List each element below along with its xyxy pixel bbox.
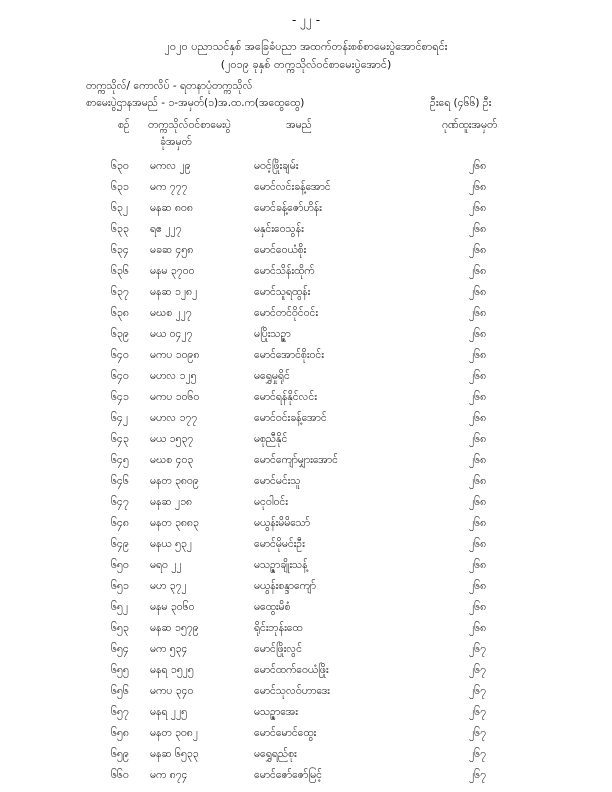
table-row bbox=[0, 748, 612, 769]
table-row bbox=[0, 727, 612, 748]
marks: ၂၆၈ bbox=[469, 517, 487, 529]
marks: ၂၆၈ bbox=[469, 622, 487, 634]
exam-seat-number: မနမ ၃၀၆၀ bbox=[150, 601, 195, 613]
exam-seat-number: မက ၇၇၇ bbox=[150, 181, 188, 193]
column-header-number: စဉ် bbox=[118, 119, 130, 131]
university-line: တက္ကသိုလ်/ ကောလိပ် - ရတနာပုံတက္ကသိုလ် bbox=[86, 80, 253, 92]
student-name: မောင်ဇော်ဇော်မြင့် bbox=[254, 769, 322, 781]
row-number: ၆၄၃ bbox=[111, 433, 129, 445]
row-number: ၆၄၀ bbox=[111, 349, 129, 361]
row-number: ၆၅၄ bbox=[111, 643, 129, 655]
row-number: ၆၅၅ bbox=[111, 664, 129, 676]
marks: ၂၆၇ bbox=[469, 643, 486, 655]
row-number: ၆၄၅ bbox=[111, 454, 129, 466]
marks: ၂၆၈ bbox=[469, 454, 487, 466]
table-row bbox=[0, 244, 612, 265]
document-subtitle: (၂၀၁၉ ခုနှစ် တက္ကသိုလ်ဝင်စာမေးပွဲအောင်) bbox=[220, 58, 392, 71]
row-number: ၆၄၈ bbox=[111, 517, 129, 529]
column-header-exam: တက္ကသိုလ်ဝင်စာမေးပွဲ bbox=[148, 119, 231, 131]
marks: ၂၆၈ bbox=[469, 496, 487, 508]
marks: ၂၆၈ bbox=[469, 412, 487, 424]
results-table bbox=[0, 160, 612, 790]
row-number: ၆၅၃ bbox=[111, 622, 129, 634]
table-row bbox=[0, 349, 612, 370]
exam-seat-number: မဟ ၃၇၂ bbox=[150, 580, 187, 592]
student-name: မောင်မောင်ထွေး bbox=[254, 727, 317, 739]
table-row bbox=[0, 664, 612, 685]
exam-seat-number: မနမ ၃၇၀၀ bbox=[150, 265, 195, 277]
row-number: ၆၄၇ bbox=[111, 496, 129, 508]
table-row bbox=[0, 412, 612, 433]
table-row bbox=[0, 370, 612, 391]
exam-seat-number: မနရ ၂၂၅ bbox=[150, 706, 188, 718]
marks: ၂၆၇ bbox=[469, 748, 486, 760]
student-name: မောင်အောင်စိုးဝင်း bbox=[254, 349, 324, 361]
table-row bbox=[0, 706, 612, 727]
exam-seat-number: မကပ ၁၀၉၈ bbox=[150, 349, 200, 361]
marks: ၂၆၈ bbox=[469, 391, 487, 403]
student-name: မနှင်းဝေသွန်း bbox=[254, 223, 304, 235]
row-number: ၆၄၀ bbox=[111, 370, 129, 382]
student-name: မောင်သိန်းထိုက် bbox=[254, 265, 315, 277]
student-name: မောင်ဝေယံစိုး bbox=[254, 244, 307, 256]
row-number: ၆၄၉ bbox=[111, 538, 129, 550]
marks: ၂၆၇ bbox=[469, 685, 486, 697]
row-number: ၆၃၉ bbox=[111, 328, 129, 340]
table-row bbox=[0, 475, 612, 496]
table-row bbox=[0, 685, 612, 706]
exam-seat-number: မက ၈၇၄ bbox=[150, 769, 188, 781]
marks: ၂၆၈ bbox=[469, 475, 487, 487]
row-number: ၆၅၁ bbox=[111, 580, 129, 592]
marks: ၂၆၇ bbox=[469, 706, 486, 718]
student-name: မထွေးမိစံ bbox=[254, 601, 291, 613]
table-row bbox=[0, 433, 612, 454]
student-name: မောင်သုလဝ်ဟာဒေး bbox=[254, 685, 330, 697]
exam-seat-number: မနယ ၅၃၂ bbox=[150, 538, 192, 550]
row-number: ၆၄၂ bbox=[111, 412, 128, 424]
marks: ၂၆၈ bbox=[469, 223, 487, 235]
student-name: မောင်ဖြိုးလွင် bbox=[254, 643, 302, 655]
row-number: ၆၃၄ bbox=[111, 244, 129, 256]
column-header-marks: ဂုဏ်ထူးအမှတ် bbox=[442, 119, 498, 131]
row-number: ၆၃၀ bbox=[111, 160, 129, 172]
student-name: မငုဝါဝင်း bbox=[254, 496, 288, 508]
table-row bbox=[0, 202, 612, 223]
exam-seat-number: ရဧ ၂၂၇ bbox=[150, 223, 182, 235]
exam-seat-number: မနတ ၃၈၈၃ bbox=[150, 517, 199, 529]
table-row bbox=[0, 559, 612, 580]
marks: ၂၆၇ bbox=[469, 664, 486, 676]
exam-seat-number: မနဆ ၁၂၈၂ bbox=[150, 286, 198, 298]
row-number: ၆၆၀ bbox=[111, 769, 129, 781]
student-name: မောင်ရန်နိုင်လင်း bbox=[254, 391, 317, 403]
student-name: မရွှေမှုရိုင် bbox=[254, 370, 290, 382]
row-number: ၆၃၁ bbox=[111, 181, 129, 193]
table-row bbox=[0, 160, 612, 181]
exam-seat-number: မဟလ ၁၂၅ bbox=[150, 370, 197, 382]
exam-seat-number: မခဆ ၄၅၈ bbox=[150, 244, 194, 256]
marks: ၂၆၈ bbox=[469, 286, 487, 298]
student-name: မောင်သူရထွန်း bbox=[254, 286, 311, 298]
marks: ၂၆၈ bbox=[469, 370, 487, 382]
marks: ၂၆၈ bbox=[469, 160, 487, 172]
exam-center-line: စာမေးပွဲဌာနအမည် - ၁-အမှတ်(၁)အ.ထ.က(အထွေထွေ) bbox=[86, 97, 305, 109]
exam-seat-number: မဟလ ၁၇၇ bbox=[150, 412, 198, 424]
student-name: မပြိုးသဥ္ဇာ bbox=[254, 328, 291, 340]
student-name: မောင်မင်းသူ bbox=[254, 475, 301, 487]
table-row bbox=[0, 223, 612, 244]
exam-seat-number: မက ၅၃၄ bbox=[150, 643, 188, 655]
exam-seat-number: မယ ၀၄၂၇ bbox=[150, 328, 193, 340]
exam-seat-number: မနရ ၁၅၂၅ bbox=[150, 664, 194, 676]
row-number: ၆၄၆ bbox=[111, 475, 129, 487]
row-number: ၆၅၀ bbox=[111, 559, 129, 571]
marks: ၂၆၈ bbox=[469, 328, 487, 340]
exam-seat-number: မနတ ၃၈၀၉ bbox=[150, 475, 199, 487]
marks: ၂၆၈ bbox=[469, 307, 487, 319]
table-row bbox=[0, 517, 612, 538]
student-name: မဝင့်ဖြိုးချမ်း bbox=[254, 160, 299, 172]
table-row bbox=[0, 307, 612, 328]
marks: ၂၆၈ bbox=[469, 433, 487, 445]
student-name: မစုညီနိုင် bbox=[254, 433, 288, 445]
table-row bbox=[0, 496, 612, 517]
exam-seat-number: မနတ ၃၀၈၂ bbox=[150, 727, 198, 739]
page-number: - ၂၂ - bbox=[291, 13, 321, 27]
row-number: ၆၃၆ bbox=[111, 265, 129, 277]
exam-seat-number: မကလ ၂၉ bbox=[150, 160, 191, 172]
row-number: ၆၅၆ bbox=[111, 685, 129, 697]
student-name: မောင်လင်းခန့်အောင် bbox=[254, 181, 331, 193]
row-number: ၆၃၇ bbox=[111, 286, 129, 298]
table-row bbox=[0, 391, 612, 412]
exam-seat-number: မဃစ ၂၂၇ bbox=[150, 307, 192, 319]
table-row bbox=[0, 265, 612, 286]
student-name: မောင်ကျော်မျှားအောင် bbox=[254, 454, 338, 466]
marks: ၂၆၈ bbox=[469, 244, 487, 256]
student-name: မောင်ဝင်းခန့်အောင် bbox=[254, 412, 327, 424]
exam-seat-number: မဃစ ၄၀၃ bbox=[150, 454, 194, 466]
exam-seat-number: မနဆ ၆၅၃၃ bbox=[150, 748, 199, 760]
exam-seat-number: မနဆ ၈၀၈ bbox=[150, 202, 193, 214]
marks: ၂၆၈ bbox=[469, 202, 487, 214]
table-row bbox=[0, 181, 612, 202]
exam-seat-number: မကပ ၁၀၆၀ bbox=[150, 391, 200, 403]
marks: ၂၆၇ bbox=[469, 727, 486, 739]
student-name: မသဥ္ဇာချိုးသန့် bbox=[254, 559, 308, 571]
row-number: ၆၃၈ bbox=[111, 307, 129, 319]
marks: ၂၆၈ bbox=[469, 538, 487, 550]
row-number: ၆၅၉ bbox=[111, 748, 129, 760]
exam-seat-number: မရဝ ၂၂ bbox=[150, 559, 182, 571]
student-name: မောင်တင်ဝိုင်ဝင်း bbox=[254, 307, 318, 319]
marks: ၂၆၈ bbox=[469, 601, 487, 613]
exam-seat-number: မနဆ ၁၅၇၉ bbox=[150, 622, 199, 634]
student-name: မောင်ထက်ဝေယံဖြိုး bbox=[254, 664, 329, 676]
marks: ၂၆၈ bbox=[469, 265, 487, 277]
marks: ၂၆၈ bbox=[469, 580, 487, 592]
row-number: ၆၄၁ bbox=[111, 391, 129, 403]
student-name: မယွန်းမိမိသော် bbox=[254, 517, 311, 529]
row-number: ၆၅၈ bbox=[111, 727, 129, 739]
column-header-name: အမည် bbox=[286, 119, 312, 131]
row-number: ၆၅၂ bbox=[111, 601, 128, 613]
document-title: ၂၀၂၀ ပညာသင်နှစ် အခြေခံပညာ အထက်တန်းစစ်စာမေးပွဲအောင်စာရင်း bbox=[164, 40, 448, 53]
student-name: မောင်ခန့်ဇော်ဟိန်း bbox=[254, 202, 322, 214]
column-header-exam-sub: ခုံအမှတ် bbox=[160, 136, 192, 148]
table-row bbox=[0, 286, 612, 307]
student-name: မောင်မိုမင်းဦး bbox=[254, 538, 305, 550]
table-row bbox=[0, 769, 612, 790]
marks: ၂၆၈ bbox=[469, 349, 487, 361]
table-row bbox=[0, 643, 612, 664]
student-name: မယွန်းစန္ဒာကျော် bbox=[254, 580, 316, 592]
row-number: ၆၅၇ bbox=[111, 706, 129, 718]
table-row bbox=[0, 328, 612, 349]
exam-seat-number: မကပ ၃၄၀ bbox=[150, 685, 194, 697]
row-number: ၆၃၃ bbox=[111, 223, 129, 235]
student-name: ရိုင်းဘုန်းထေ bbox=[254, 622, 303, 634]
student-name: မရွှေရည်စုး bbox=[254, 748, 297, 760]
table-row bbox=[0, 622, 612, 643]
table-row bbox=[0, 538, 612, 559]
table-row bbox=[0, 454, 612, 475]
marks: ၂၆၈ bbox=[469, 559, 487, 571]
marks: ၂၆၇ bbox=[469, 769, 486, 781]
row-number: ၆၃၂ bbox=[111, 202, 128, 214]
marks: ၂၆၈ bbox=[469, 181, 487, 193]
student-name: မသဉ္ဇာအေး bbox=[254, 706, 298, 718]
table-row bbox=[0, 601, 612, 622]
total-count: ဦးရေ (၄၆၆) ဦး bbox=[430, 97, 492, 109]
table-row bbox=[0, 580, 612, 601]
exam-seat-number: မနဆ ၂၁၈ bbox=[150, 496, 192, 508]
exam-seat-number: မယ ၁၅၃၇ bbox=[150, 433, 194, 445]
